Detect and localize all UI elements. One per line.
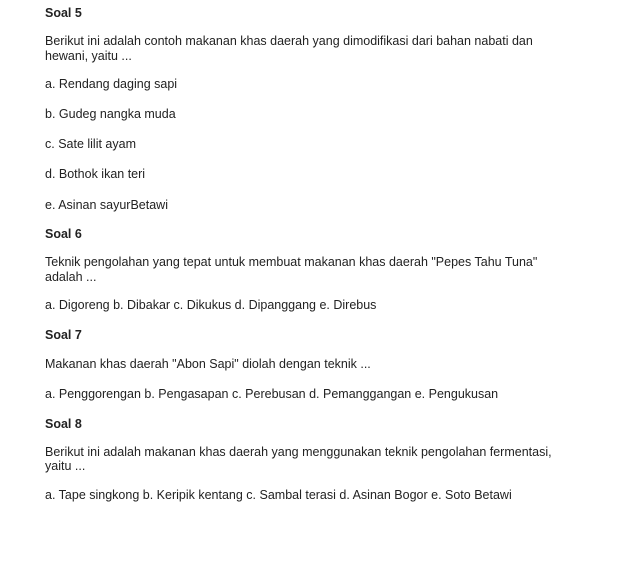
question-5-title: Soal 5: [45, 6, 82, 20]
question-8-text: Berikut ini adalah makanan khas daerah yang menggunakan teknik pengolahan fermentasi, yaitu ...: [45, 444, 552, 473]
question-5-text: Berikut ini adalah contoh makanan khas daerah yang dimodifikasi dari bahan nabati dan hewani, yaitu ...: [45, 34, 533, 63]
question-6-title: Soal 6: [45, 227, 82, 241]
question-6-options: a. Digoreng b. Dibakar c. Dikukus d. Dipanggang e. Direbus: [45, 298, 377, 312]
question-5-option-d: d. Bothok ikan teri: [45, 167, 146, 181]
question-5-option-b: b. Gudeg nangka muda: [45, 107, 176, 121]
question-6-text: Teknik pengolahan yang tepat untuk membuat makanan khas daerah "Pepes Tahu Tuna" adalah ...: [45, 255, 538, 284]
question-5: [45, 5, 574, 213]
question-5-option-c: c. Sate lilit ayam: [45, 137, 137, 151]
question-7-text: Makanan khas daerah "Abon Sapi" diolah dengan teknik ...: [45, 357, 371, 371]
question-8-options: a. Tape singkong b. Keripik kentang c. Sambal terasi d. Asinan Bogor e. Soto Betawi: [45, 487, 512, 502]
question-7-title: Soal 7: [45, 328, 82, 342]
question-5-option-a: a. Rendang daging sapi: [45, 77, 178, 91]
question-5-option-e: e. Asinan sayurBetawi: [45, 198, 168, 212]
question-8-title: Soal 8: [45, 416, 82, 431]
question-7: [45, 327, 574, 402]
question-8: [45, 416, 574, 503]
question-6: [45, 226, 574, 313]
question-7-options: a. Penggorengan b. Pengasapan c. Perebusan d. Pemanggangan e. Pengukusan: [45, 386, 499, 401]
